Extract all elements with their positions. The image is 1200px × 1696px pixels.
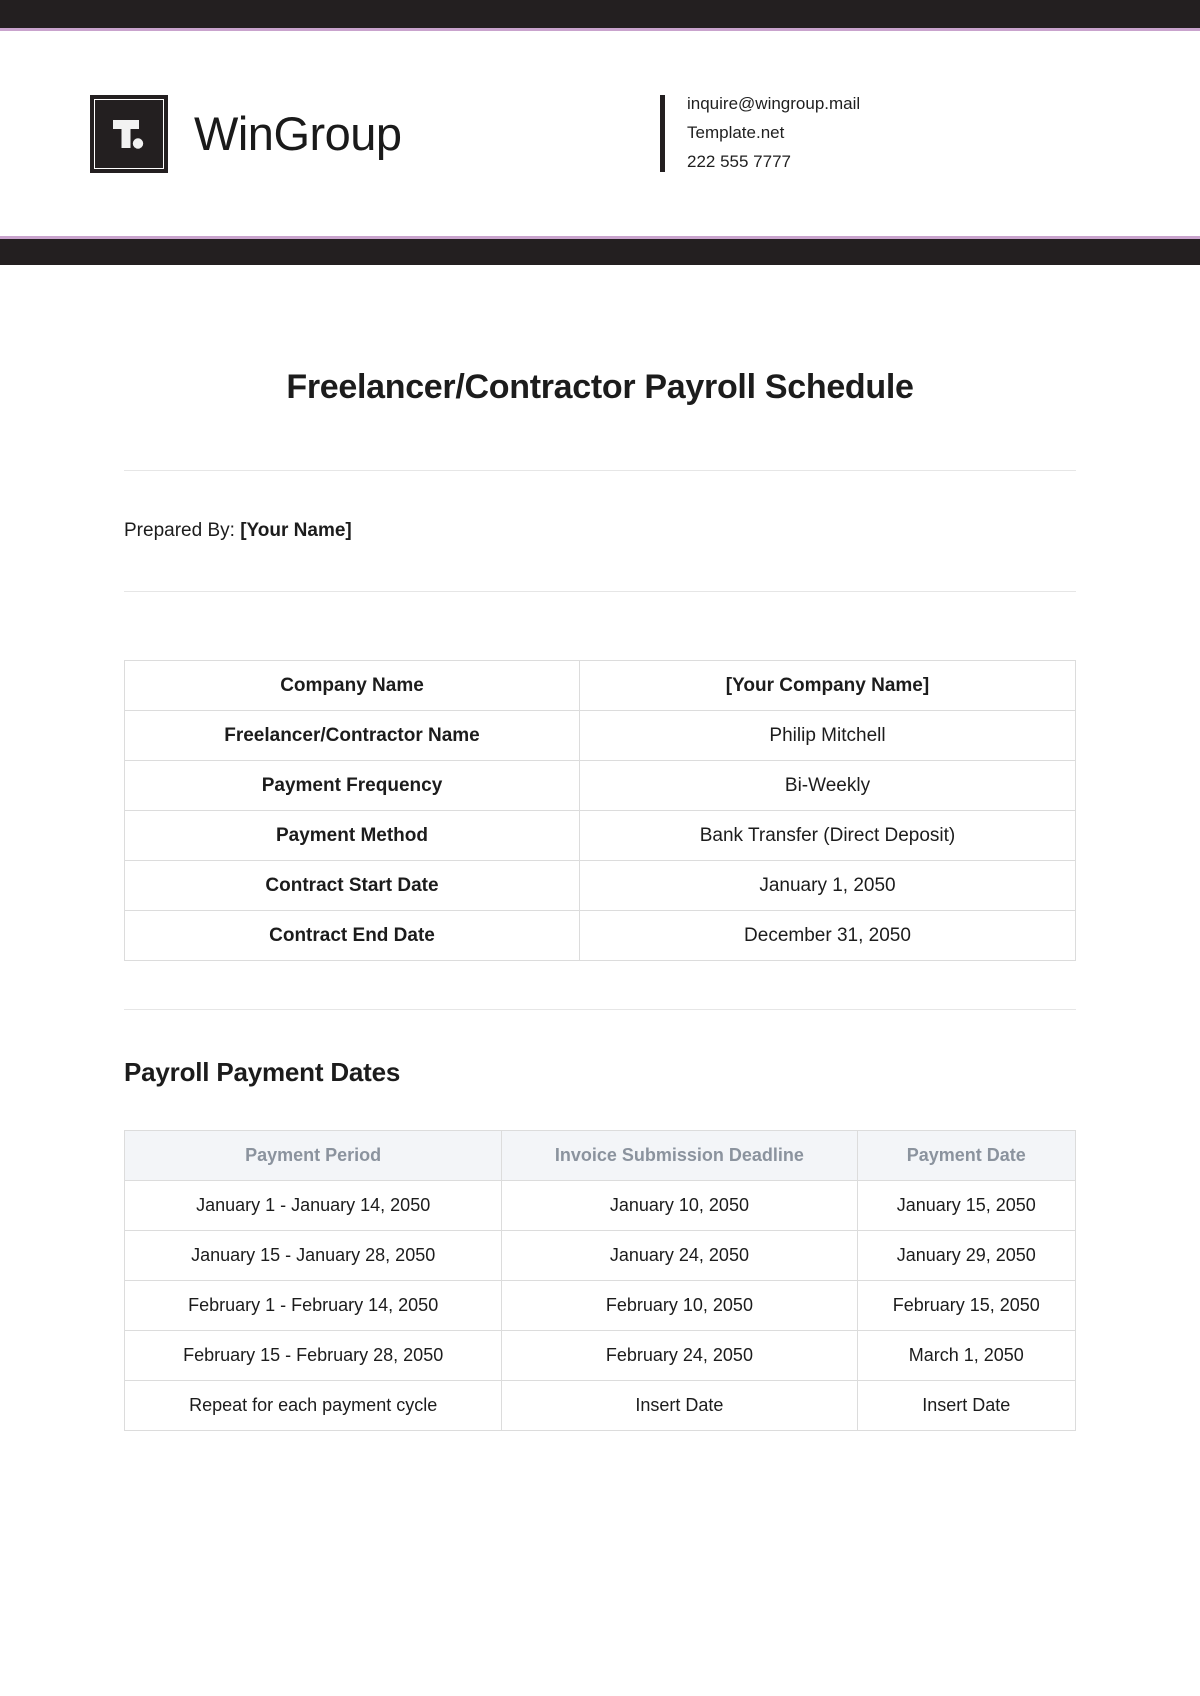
prepared-by-value: [Your Name] xyxy=(240,519,352,541)
info-label-contractor-name: Freelancer/Contractor Name xyxy=(125,711,580,761)
table-row xyxy=(125,1231,1076,1281)
logo-inner-border xyxy=(94,99,164,169)
table-row xyxy=(125,761,1076,811)
cell-payment-date: Insert Date xyxy=(857,1381,1075,1431)
info-label-contract-start-date: Contract Start Date xyxy=(125,861,580,911)
header-top-dark-bar xyxy=(0,0,1200,28)
cell-payment-period: Repeat for each payment cycle xyxy=(125,1381,502,1431)
info-label-contract-end-date: Contract End Date xyxy=(125,911,580,961)
contract-info-table xyxy=(124,660,1076,961)
cell-payment-period: January 1 - January 14, 2050 xyxy=(125,1181,502,1231)
contact-lines xyxy=(687,95,860,171)
table-row xyxy=(125,811,1076,861)
payroll-payment-dates-table xyxy=(124,1130,1076,1431)
contact-block xyxy=(660,95,860,171)
section-heading-payroll-payment-dates: Payroll Payment Dates xyxy=(124,1057,401,1088)
prepared-by-label: Prepared By: xyxy=(124,519,235,541)
prepared-by xyxy=(124,519,1076,544)
column-header-invoice-submission-deadline: Invoice Submission Deadline xyxy=(502,1131,857,1181)
column-header-payment-period: Payment Period xyxy=(125,1131,502,1181)
template-t-dot-logo-icon xyxy=(106,111,152,157)
info-value-payment-method: Bank Transfer (Direct Deposit) xyxy=(580,811,1076,861)
info-value-company-name: [Your Company Name] xyxy=(580,661,1076,711)
info-label-payment-frequency: Payment Frequency xyxy=(125,761,580,811)
cell-payment-period: February 1 - February 14, 2050 xyxy=(125,1281,502,1331)
divider-below-info-table xyxy=(124,1009,1076,1010)
table-row xyxy=(125,911,1076,961)
contact-divider-bar xyxy=(660,95,665,171)
contact-website: Template.net xyxy=(687,123,785,143)
divider-below-title xyxy=(124,470,1076,471)
header-content xyxy=(0,31,1200,236)
cell-payment-period: February 15 - February 28, 2050 xyxy=(125,1331,502,1381)
payroll-table-body xyxy=(125,1181,1076,1431)
info-value-payment-frequency: Bi-Weekly xyxy=(580,761,1076,811)
contact-email: inquire@wingroup.mail xyxy=(687,94,861,114)
cell-invoice-deadline: February 10, 2050 xyxy=(502,1281,857,1331)
table-row xyxy=(125,1331,1076,1381)
payroll-table-head xyxy=(125,1131,1076,1181)
cell-invoice-deadline: January 24, 2050 xyxy=(502,1231,857,1281)
cell-payment-date: January 15, 2050 xyxy=(857,1181,1075,1231)
brand-block xyxy=(90,95,650,173)
table-row xyxy=(125,1281,1076,1331)
table-row xyxy=(125,861,1076,911)
table-row xyxy=(125,1181,1076,1231)
page-body xyxy=(0,367,1200,1431)
cell-payment-date: March 1, 2050 xyxy=(857,1331,1075,1381)
contact-phone: 222 555 7777 xyxy=(687,151,791,171)
column-header-payment-date: Payment Date xyxy=(857,1131,1075,1181)
document-header xyxy=(0,0,1200,265)
page-title: Freelancer/Contractor Payroll Schedule xyxy=(286,368,914,406)
info-label-company-name: Company Name xyxy=(125,661,580,711)
company-logo xyxy=(90,95,168,173)
table-header-row xyxy=(125,1131,1076,1181)
header-bottom-dark-bar xyxy=(0,239,1200,265)
table-row xyxy=(125,711,1076,761)
cell-invoice-deadline: January 10, 2050 xyxy=(502,1181,857,1231)
info-label-payment-method: Payment Method xyxy=(125,811,580,861)
contract-info-table-body xyxy=(125,661,1076,961)
cell-payment-period: January 15 - January 28, 2050 xyxy=(125,1231,502,1281)
cell-payment-date: January 29, 2050 xyxy=(857,1231,1075,1281)
info-value-contractor-name: Philip Mitchell xyxy=(580,711,1076,761)
brand-name: WinGroup xyxy=(194,107,402,160)
table-row xyxy=(125,1381,1076,1431)
table-row xyxy=(125,661,1076,711)
divider-below-prepared-by xyxy=(124,591,1076,592)
info-value-contract-start-date: January 1, 2050 xyxy=(580,861,1076,911)
cell-payment-date: February 15, 2050 xyxy=(857,1281,1075,1331)
cell-invoice-deadline: Insert Date xyxy=(502,1381,857,1431)
cell-invoice-deadline: February 24, 2050 xyxy=(502,1331,857,1381)
info-value-contract-end-date: December 31, 2050 xyxy=(580,911,1076,961)
